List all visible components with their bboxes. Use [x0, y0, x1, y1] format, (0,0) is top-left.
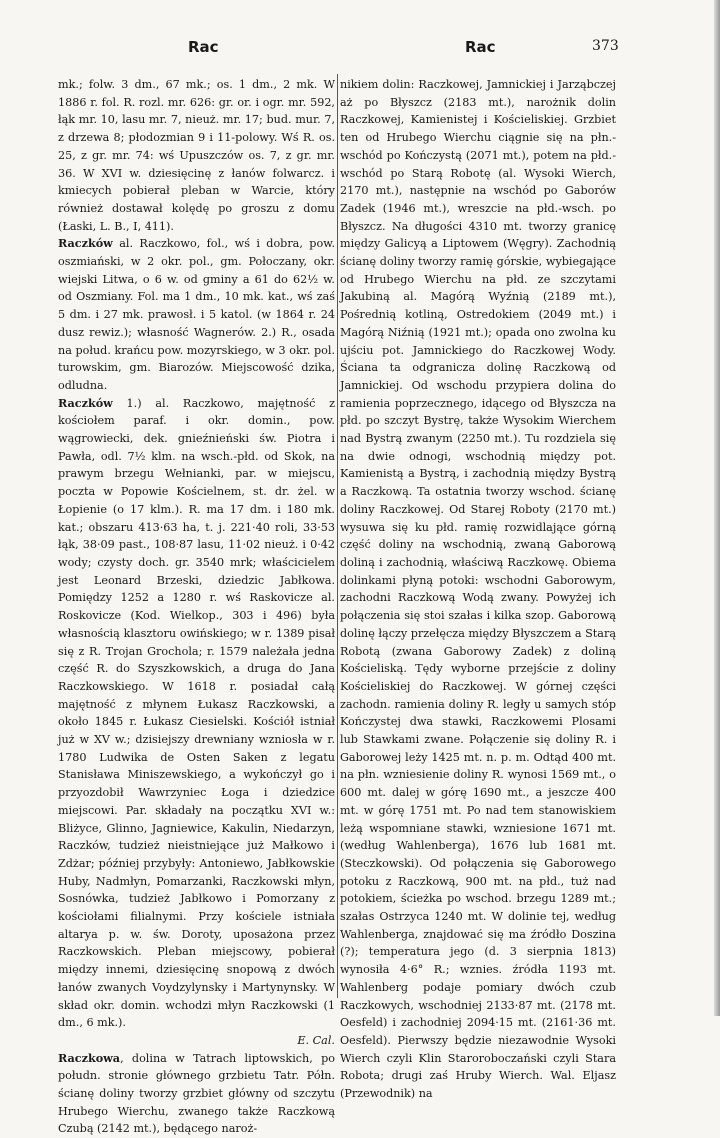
column-divider [337, 74, 338, 998]
headword: Raczków [58, 395, 113, 410]
entry-text: 1.) al. Raczkowo, majętność z kościołem paraf. i okr. domin., pow. wągrowiecki, dek. gnieźnieński św. Piotra i Pawła, odl. 7½ klm. na wsch.-płd. od Skok, na prawym brzegu Wełnianki, par. w miejscu, poczta w Popowie Kościelnem, st. dr. żel. w Łopienie (o 17 klm.). R. ma 17 dm. i 180 mk. kat.; obszaru 413·63 ha, t. j. 221·40 roli, 33·53 łąk, 38·09 past., 108·87 lasu, 11·02 nieuż. i 0·42 wody; czysty doch. gr. 3540 mrk; właścicielem jest Leonard Brzeski, dziedzic Jabłkowa. Pomiędzy 1252 a 1280 r. wś Raskovicze al. Roskovicze (Kod. Wielkop., 303 i 496) była własnością klasztoru owińskiego; w r. 1389 pisał się z R. Trojan Grochola; r. 1579 należała jedna część R. do Szyszkowskich, a druga do Jana Raczkowskiego. W 1618 r. posiadał całą majętność z młynem Łukasz Raczkowski, a około 1845 r. Łukasz Ciesielski. Kościół istniał już w XV w.; dzisiejszy drewniany wzniosła w r. 1780 Ludwika de Osten Saken z legatu Stanisława Miniszewskiego, a wykończył go i przyozdobił Wawrzyniec Łoga i dziedzice miejscowi. Par. składały na początku XVI w.: Bliżyce, Glinno, Jagniewice, Kakulin, Niedarzyn, Raczków, tudzież nieistniejące już Małkowo i Zdżar; później przybyły: Antoniewo, Jabłkowskie Huby, Nadmłyn, Pomarzanki, Raczkowski młyn, Sosnówka, tudzież Jabłkowo i Pomorzany z kościołami filialnymi. Przy kościele istniała altarya p. w. św. Doroty, uposażona przez Raczkowskich. Pleban miejscowy, pobierał między innemi, dziesięcinę snopową z dwóch łanów zwanych Voydzylynsky i Martynynsky. W skład okr. domin. wchodzi młyn Raczkowski (1 dm., 6 mk.). [58, 396, 335, 1030]
right-column [340, 76, 616, 1101]
page-number: 373 [592, 38, 619, 54]
entry-raczkow-oszmianski [58, 235, 335, 394]
entry-raczkowa [58, 1050, 335, 1138]
entry-raczkow-wagrowiecki [58, 395, 335, 1050]
left-running-head: Rac [188, 38, 219, 56]
entry-text: , dolina w Tatrach liptowskich, po połudn. stronie głównego grzbietu Tatr. Półn. ścianę doliny tworzy grzbiet główny od szczytu Hrubego Wierchu, zwanego także Raczkową Czubą (2142 mt.), będącego naroż- [58, 1051, 335, 1136]
entry-text: al. Raczkowo, fol., wś i dobra, pow. oszmiański, w 2 okr. pol., gm. Połoczany, okr. wiejski Litwa, o 6 w. od gminy a 61 do 62½ w. od Oszmiany. Fol. ma 1 dm., 10 mk. kat., wś zaś 5 dm. i 27 mk. prawosł. i 5 katol. (w 1864 r. 24 dusz rewiz.); własność Wagnerów. 2.) R., osada na połud. krańcu pow. mozyrskiego, w 3 okr. pol. turowskim, gm. Biarozów. Miejscowość dzika, odludna. [58, 237, 335, 392]
headword: Raczkowa [58, 1050, 121, 1065]
headword: Raczków [58, 236, 113, 251]
running-header [0, 38, 720, 58]
author-signature: E. Cal. [297, 1033, 335, 1047]
page-edge [714, 0, 720, 1016]
left-column [58, 76, 335, 1136]
entry-raczkowa-continued: nikiem dolin: Raczkowej, Jamnickiej i Jarząbczej aż po Błyszcz (2183 mt.), narożnik dolin Raczkowej, Kamienistej i Kościeliskiej. Grzbiet ten od Hrubego Wierchu ciągnie się na płn.-wschód po Kończystą (2071 mt.), potem na płd.-wschód po Starą Robotę (al. Wysoki Wierch, 2170 mt.), następnie na wschód po Gaborów Zadek (1946 mt.), wreszcie na płd.-wsch. po Błyszcz. Na długości 4310 mt. tworzy granicę między Galicyą a Liptowem (Węgry). Zachodnią ścianę doliny tworzy ramię górskie, wybiegające od Hrubego Wierchu na płd. ze szczytami Jakubiną al. Magórą Wyźnią (2189 mt.), Pośrednią kotliną, Ostredokiem (2049 mt.) i Magórą Niźnią (1921 mt.); opada ono zwolna ku ujściu pot. Jamnickiego do Raczkowej Wody. Ściana ta odgranicza dolinę Raczkową od Jamnickiej. Od wschodu przypiera dolina do ramienia poprzecznego, idącego od Błyszcza na płd. po szczyt Bystrę, także Wysokim Wierchem nad Bystrą zwanym (2250 mt.). Tu rozdziela się na dwie odnogi, wschodnią między pot. Kamienistą a Bystrą, i zachodnią między Bystrą a Raczkową. Ta ostatnia tworzy wschod. ścianę doliny Raczkowej. Od Starej Roboty (2170 mt.) wysuwa się ku płd. ramię rozwidlające górną część doliny na wschodnią, zwaną Gaborową doliną i zachodnią, właściwą Raczkowę. Obiema dolinkami płyną potoki: wschodni Gaborowym, zachodni Raczkową Wodą zwany. Powyżej ich połączenia się stoi szałas i kilka szop. Gaborową dolinę łączy przełęcza między Błyszczem a Starą Robotą (zwana Gaborowy Zadek) z doliną Kościeliską. Tędy wyborne przejście z doliny Kościeliskiej do Raczkowej. W górnej części zachodn. ramienia doliny R. legły u samych stóp Kończystej dwa stawki, Raczkowemi Plosami lub Stawkami zwane. Połączenie się doliny R. i Gaborowej leży 1425 mt. n. p. m. Odtąd 400 mt. na płn. wzniesienie doliny R. wynosi 1569 mt., o 600 mt. dalej w górę 1690 mt., a jeszcze 400 mt. w górę 1751 mt. Po nad tem stanowiskiem leżą wspomniane stawki, wzniesione 1671 mt. (według Wahlenberga), 1676 lub 1681 mt. (Steczkowski). Od połączenia się Gaborowego potoku z Raczkową, 900 mt. na płd., tuż nad potokiem, ścieżka po wschod. brzegu 1289 mt.; szałas Ostrzyca 1240 mt. W dolinie tej, według Wahlenberga, znajdować się ma źródło Doszina (?); temperatura jego (d. 3 sierpnia 1813) wynosiła 4·6° R.; wznies. źródła 1193 mt. Wahlenberg podaje pomiary dwóch czub Raczkowych, wschodniej 2133·87 mt. (2178 mt. Oesfeld) i zachodniej 2094·15 mt. (2161·36 mt. Oesfeld). Pierwszy będzie niezawodnie Wysoki Wierch czyli Klin Staroroboczański czyli Stara Robota; drugi zaś Hruby Wierch. Wal. Eljasz (Przewodnik) na [340, 78, 616, 1101]
right-running-head: Rac [465, 38, 496, 56]
entry-continuation: mk.; folw. 3 dm., 67 mk.; os. 1 dm., 2 mk. W 1886 r. fol. R. rozl. mr. 626: gr. or. i ogr. mr. 592, łąk mr. 10, lasu mr. 7, nieuż. mr. 17; bud. mur. 7, z drzewa 8; płodozmian 9 i 11-polowy. Wś R. os. 25, z gr. mr. 74: wś Upuszczów os. 7, z gr. mr. 36. W XVI w. dziesięcinę z łanów folwarcz. i kmiecych pobierał pleban w Warcie, który również dostawał kolędę po groszu z domu (Łaski, L. B., I, 411). [58, 78, 335, 233]
